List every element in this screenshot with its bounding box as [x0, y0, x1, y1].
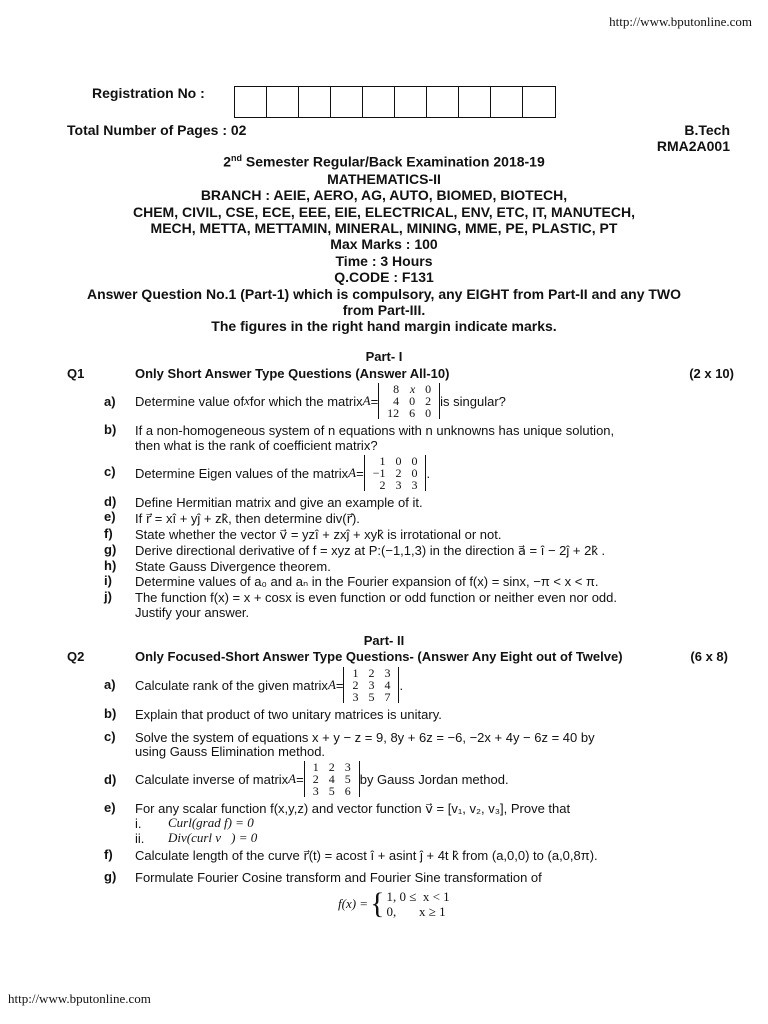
q1h-label: h)	[104, 558, 117, 573]
q2g-label: g)	[104, 869, 117, 884]
q2d-text: Calculate inverse of matrix A = 1 2 3 2 4 5 3 5 6 by Gauss Jordan method.	[135, 760, 509, 798]
max-marks: Max Marks : 100	[330, 236, 438, 252]
subject: MATHEMATICS-II	[327, 171, 441, 187]
q1g-label: g)	[104, 542, 117, 557]
registration-label: Registration No :	[92, 85, 205, 101]
q1d-label: d)	[104, 494, 117, 509]
branch-line-3: MECH, METTA, METTAMIN, MINERAL, MINING, MME, PE, PLASTIC, PT	[150, 220, 618, 236]
q2g-case-1: 1, 0 ≤ x < 1	[386, 889, 450, 904]
q1c-text: Determine Eigen values of the matrix A = 1 0 0 −1 2 0 2 3 3 .	[135, 454, 431, 492]
q2g-text: Formulate Fourier Cosine transform and Fourier Sine transformation of	[135, 870, 542, 885]
q2g-piecewise: f(x) = { 1, 0 ≤ x < 1 0, x ≥ 1	[338, 887, 450, 920]
q2c-line-1: Solve the system of equations x + y − z = 9, 8y + 6z = −6, −2x + 4y − 6z = 40 by	[135, 730, 595, 745]
q1a-label: a)	[104, 394, 116, 409]
q2c-line-2: using Gauss Elimination method.	[135, 744, 326, 759]
part-1-title: Part- I	[365, 349, 403, 364]
q2c-label: c)	[104, 729, 116, 744]
q1c-label: c)	[104, 464, 116, 479]
q1j-label: j)	[104, 589, 112, 604]
time: Time : 3 Hours	[335, 253, 433, 269]
total-pages: Total Number of Pages : 02	[67, 122, 247, 138]
q2d-matrix: 1 2 3 2 4 5 3 5 6	[304, 761, 360, 797]
q1j-line-2: Justify your answer.	[135, 605, 250, 620]
q2b-text: Explain that product of two unitary matrices is unitary.	[135, 707, 442, 722]
q2-heading: Only Focused-Short Answer Type Questions- (Answer Any Eight out of Twelve)	[135, 649, 623, 664]
q2e-ii-text: Div(curl v⃗) = 0	[168, 830, 258, 845]
degree: B.Tech	[684, 122, 730, 138]
q1b-label: b)	[104, 422, 117, 437]
q2e-text: For any scalar function f(x,y,z) and vector function v⃗ = [v₁, v₂, v₃], Prove that	[135, 801, 571, 816]
q2f-text: Calculate length of the curve r⃗(t) = acost î + asint ĵ + 4t k̂ from (a,0,0) to (a,0,8π).	[135, 848, 598, 863]
instruction-1: Answer Question No.1 (Part-1) which is compulsory, any EIGHT from Part-II and any TWO	[86, 286, 682, 302]
registration-boxes	[234, 86, 556, 118]
q2a-matrix: 1 2 3 2 3 4 3 5 7	[343, 667, 399, 703]
q1a-matrix: 8 x 0 4 0 2 12 6 0	[378, 383, 440, 419]
q2-number: Q2	[67, 649, 85, 664]
q1-number: Q1	[67, 366, 85, 381]
paper-code: RMA2A001	[656, 138, 730, 154]
branch-line-2: CHEM, CIVIL, CSE, ECE, EEE, EIE, ELECTRICAL, ENV, ETC, IT, MANUTECH,	[133, 204, 635, 220]
q1e-label: e)	[104, 509, 116, 524]
q2d-label: d)	[104, 772, 117, 787]
q1b-line-1: If a non-homogeneous system of n equations with n unknowns has unique solution,	[135, 423, 615, 438]
q1e-text: If r⃗ = xî + yĵ + zk̂, then determine div(r⃗).	[135, 511, 360, 526]
branch-line-1: BRANCH : AEIE, AERO, AG, AUTO, BIOMED, BIOTECH,	[200, 187, 568, 203]
q1a-text: Determine value of x for which the matrix A = 8 x 0 4 0 2 12 6 0 is singular?	[135, 382, 506, 420]
footer-url[interactable]: http://www.bputonline.com	[8, 991, 151, 1006]
q2e-i-text: Curl(grad f) = 0	[168, 815, 254, 830]
q2a-text: Calculate rank of the given matrix A = 1 2 3 2 3 4 3 5 7 .	[135, 666, 404, 704]
q1b-line-2: then what is the rank of coefficient matrix?	[135, 438, 378, 453]
q1j-line-1: The function f(x) = x + cosx is even function or odd function or neither even nor odd.	[135, 590, 617, 605]
q1f-label: f)	[104, 526, 113, 541]
q1c-matrix: 1 0 0 −1 2 0 2 3 3	[364, 455, 427, 491]
q1-marks: (2 x 10)	[689, 366, 734, 381]
part-2-title: Part- II	[363, 633, 405, 648]
q-code: Q.CODE : F131	[334, 269, 434, 285]
q2e-ii-label: ii.	[135, 831, 145, 846]
q1-heading: Only Short Answer Type Questions (Answer All-10)	[135, 366, 450, 381]
q2b-label: b)	[104, 706, 117, 721]
q2a-label: a)	[104, 677, 116, 692]
semester-title: 2nd Semester Regular/Back Examination 2018-19	[223, 153, 545, 170]
q2g-case-2: 0, x ≥ 1	[386, 904, 446, 919]
q1i-text: Determine values of a₀ and aₙ in the Fourier expansion of f(x) = sinx, −π < x < π.	[135, 574, 599, 589]
q2f-label: f)	[104, 847, 113, 862]
header-url[interactable]: http://www.bputonline.com	[609, 14, 752, 29]
instruction-2: from Part-III.	[342, 302, 426, 318]
q1d-text: Define Hermitian matrix and give an example of it.	[135, 495, 423, 510]
instruction-3: The figures in the right hand margin indicate marks.	[211, 318, 557, 334]
q2e-i-label: i.	[135, 816, 142, 831]
q1h-text: State Gauss Divergence theorem.	[135, 559, 331, 574]
q1g-text: Derive directional derivative of f = xyz at P:(−1,1,3) in the direction a⃗ = î − 2ĵ + 2k̂ .	[135, 543, 606, 558]
q2-marks: (6 x 8)	[690, 649, 728, 664]
q2e-label: e)	[104, 800, 116, 815]
q1i-label: i)	[104, 573, 112, 588]
q1f-text: State whether the vector v⃗ = yzî + zxĵ + xyk̂ is irrotational or not.	[135, 527, 502, 542]
